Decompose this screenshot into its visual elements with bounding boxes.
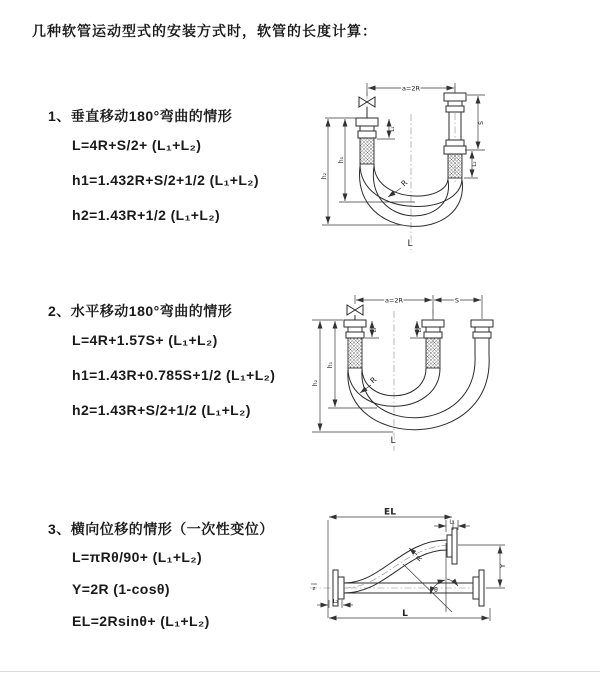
right-fitting	[444, 93, 466, 178]
dim-label-l1: L₁	[390, 126, 396, 132]
middle-fitting	[422, 320, 444, 368]
right-fitting	[471, 320, 493, 355]
dim-label-y: Y	[499, 563, 507, 569]
dim-label-s: S	[454, 296, 460, 305]
left-fitting	[356, 118, 378, 164]
section-1-formula-h1: h1=1.432R+S/2+1/2 (L₁+L₂)	[72, 172, 259, 188]
dim-label-a2r: a=2R	[401, 84, 421, 93]
braided-hose	[426, 338, 440, 368]
dim-label-s: S	[478, 121, 485, 125]
dim-label-el: EL	[384, 507, 396, 518]
section-1-formula-h2: h2=1.43R+1/2 (L₁+L₂)	[72, 207, 221, 223]
dimension-lines	[312, 295, 482, 432]
left-fitting	[344, 320, 366, 368]
dim-label-r: R	[414, 554, 425, 564]
datum-z-label: z	[312, 586, 316, 592]
dim-label-theta: θ	[434, 587, 438, 594]
dim-label-r: R	[399, 178, 410, 189]
section-2-formula-L: L=4R+1.57S+ (L₁+L₂)	[72, 332, 218, 348]
right-flange	[473, 570, 484, 606]
section-3-formula-EL: EL=2Rsinθ+ (L₁+L₂)	[72, 613, 210, 629]
section-3-heading: 3、横向位移的情形（一次性变位）	[48, 521, 274, 537]
braided-hose	[360, 138, 374, 164]
section-3-formula-Y: Y=2R (1-cosθ)	[72, 581, 170, 597]
diagram-vertical-180-bend	[315, 72, 570, 257]
diagram-lateral-displacement	[300, 500, 595, 655]
dim-label-a2r: a=2R	[384, 296, 404, 305]
section-2-formula-h1: h1=1.43R+0.785S+1/2 (L₁+L₂)	[72, 367, 276, 383]
section-2-heading: 2、水平移动180°弯曲的情形	[48, 303, 233, 319]
section-3-formula-L: L=πRθ/90+ (L₁+L₂)	[72, 549, 203, 565]
dim-label-l1: L₁	[372, 327, 378, 333]
dim-label-h1: h₁	[338, 156, 345, 164]
upper-flange	[447, 528, 457, 564]
valve-icon	[359, 97, 375, 118]
page-bottom-edge	[0, 671, 600, 672]
page-title: 几种软管运动型式的安装方式时，软管的长度计算：	[32, 23, 377, 39]
dim-label-l1: L₁	[449, 519, 455, 526]
centerlines	[367, 86, 455, 250]
hose-curves	[348, 355, 489, 430]
valve-icon	[347, 305, 363, 320]
dim-label-l2: L₂	[417, 327, 423, 333]
dim-label-r: R	[368, 375, 379, 386]
section-1-formula-L: L=4R+S/2+ (L₁+L₂)	[72, 137, 202, 153]
braided-hose	[348, 338, 362, 368]
section-1-heading: 1、垂直移动180°弯曲的情形	[48, 108, 233, 124]
diagram-horizontal-180-bend	[305, 283, 580, 458]
dim-label-h2: h₂	[312, 379, 319, 387]
dim-label-l2: L₂	[332, 599, 339, 605]
section-2-formula-h2: h2=1.43R+S/2+1/2 (L₁+L₂)	[72, 402, 251, 418]
braided-hose	[448, 154, 462, 178]
dim-label-h1: h₁	[327, 361, 334, 369]
dimension-lines	[311, 517, 505, 621]
dim-label-h2: h₂	[321, 172, 328, 180]
dim-label-l: L	[407, 239, 413, 249]
dim-label-l: L	[402, 609, 408, 619]
dim-label-l2: L₂	[472, 161, 478, 167]
dim-label-l: L	[390, 436, 396, 446]
